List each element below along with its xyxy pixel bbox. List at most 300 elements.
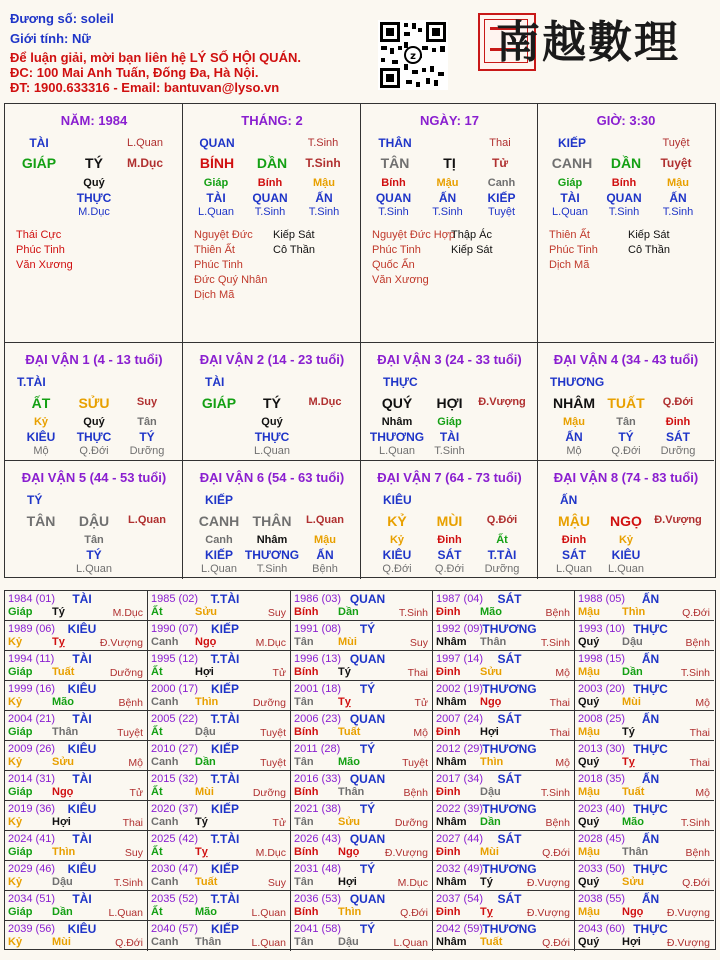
year-cell[interactable] [575, 621, 714, 651]
dai-van-4[interactable] [538, 343, 714, 461]
dv-hidden-stem: Kỷ [33, 416, 49, 428]
pillar-title: NGÀY: 17 [420, 113, 479, 128]
year-cell[interactable] [148, 591, 291, 621]
year-god: TÀI [72, 712, 92, 726]
year-label: 1989 (06) [8, 623, 56, 635]
year-cell[interactable] [575, 921, 714, 951]
year-cell[interactable] [148, 711, 291, 741]
year-label: 2034 (51) [8, 893, 56, 905]
dai-van-stem: MẬU [558, 513, 590, 529]
year-label: 2013 (30) [578, 743, 626, 755]
pillar-branch: DẦN [610, 155, 642, 171]
year-cell[interactable] [148, 831, 291, 861]
year-label: 2000 (17) [151, 683, 199, 695]
year-stem: Canh [151, 936, 179, 948]
year-stem: Tân [294, 696, 314, 708]
hidden-phase: L.Quan [551, 206, 589, 218]
year-god: KIÊU [67, 802, 97, 816]
year-branch: Thân [622, 846, 649, 858]
hidden-phase: T.Sinh [432, 206, 463, 218]
dai-van-5[interactable] [5, 461, 183, 579]
year-cell[interactable] [5, 591, 148, 621]
year-branch: Thìn [52, 846, 76, 858]
year-cell[interactable] [433, 831, 575, 861]
year-phase: Tuyệt [260, 727, 286, 739]
year-label: 1984 (01) [8, 593, 56, 605]
hidden-phase: T.Sinh [254, 206, 286, 218]
year-cell[interactable] [291, 801, 433, 831]
year-branch: Mão [480, 606, 502, 618]
hidden-phase: T.Sinh [378, 206, 409, 218]
year-cell[interactable] [291, 891, 433, 921]
year-label: 2009 (26) [8, 743, 56, 755]
year-god: THƯƠNG [482, 922, 537, 936]
year-cell[interactable] [5, 771, 148, 801]
year-label: 2007 (24) [436, 713, 484, 725]
year-god: T.TÀI [210, 772, 240, 786]
year-branch: Ngọ [622, 906, 644, 918]
year-cell[interactable] [148, 891, 291, 921]
year-branch: Tý [480, 876, 493, 888]
hidden-phase: M.Dục [78, 206, 110, 218]
year-cell[interactable] [148, 861, 291, 891]
year-stem: Nhâm [436, 936, 467, 948]
year-label: 2041 (58) [294, 923, 342, 935]
year-stem: Bính [294, 606, 319, 618]
year-cell[interactable] [433, 681, 575, 711]
year-label: 2021 (38) [294, 803, 342, 815]
year-cell[interactable] [5, 651, 148, 681]
year-branch: Tý [52, 606, 65, 618]
year-cell[interactable] [291, 831, 433, 861]
year-god: THƯƠNG [482, 622, 537, 636]
year-branch: Dậu [338, 936, 359, 948]
year-label: 1994 (11) [8, 653, 55, 665]
year-stem: Bính [294, 846, 319, 858]
year-stem: Giáp [8, 666, 33, 678]
year-god: THỰC [633, 742, 668, 756]
year-label: 1996 (13) [294, 653, 342, 665]
year-cell[interactable] [575, 681, 714, 711]
year-branch: Thìn [480, 756, 504, 768]
dv-hidden-god: TÀI [439, 430, 460, 444]
year-cell[interactable] [575, 711, 714, 741]
pillars-table [4, 103, 716, 578]
shensha-right: Cô Thần [273, 244, 315, 256]
dv-hidden-stem: Mậu [314, 534, 336, 546]
dv-hidden-stem: Nhâm [381, 416, 413, 428]
pillar-branch-phase: M.Dục [127, 156, 163, 170]
year-god: THƯƠNG [482, 742, 537, 756]
year-cell[interactable] [148, 741, 291, 771]
shensha-right: Cô Thần [628, 244, 670, 256]
year-label: 2022 (39) [436, 803, 484, 815]
qr-code-icon[interactable] [378, 20, 448, 90]
year-god: KIÊU [67, 622, 97, 636]
year-god: TÝ [359, 922, 376, 936]
year-phase: Q.Đới [542, 937, 570, 949]
shensha-left: Văn Xương [372, 274, 429, 286]
year-stem: Canh [151, 816, 179, 828]
hidden-god: ẤN [669, 191, 687, 205]
year-cell[interactable] [291, 711, 433, 741]
pillar-stem-phase: T.Sinh [307, 137, 339, 149]
year-stem: Nhâm [436, 816, 467, 828]
year-phase: T.Sinh [540, 787, 570, 799]
year-god: TÝ [359, 682, 376, 696]
shensha-right: Kiếp Sát [273, 229, 315, 241]
year-label: 2033 (50) [578, 863, 626, 875]
year-cell[interactable] [575, 591, 714, 621]
dv-hidden-phase: Mộ [566, 445, 582, 457]
year-cell[interactable] [5, 621, 148, 651]
year-cell[interactable] [5, 891, 148, 921]
year-cell[interactable] [291, 741, 433, 771]
shensha-right: Thập Ác [451, 229, 492, 241]
dv-hidden-stem: Mậu [563, 416, 585, 428]
year-god: ẤN [641, 592, 660, 606]
hidden-god: KIẾP [487, 191, 516, 205]
year-stem: Tân [294, 756, 314, 768]
year-god: T.TÀI [210, 832, 240, 846]
year-phase: Dưỡng [394, 817, 428, 829]
year-stem: Mậu [578, 666, 600, 678]
year-phase: Tử [272, 817, 286, 829]
year-god: ẤN [641, 832, 660, 846]
year-cell[interactable] [433, 621, 575, 651]
year-cell[interactable] [433, 921, 575, 951]
year-phase: M.Dục [112, 607, 143, 619]
shensha-left: Thái Cực [16, 229, 62, 241]
dai-van-title: ĐẠI VẬN 6 (54 - 63 tuổi) [199, 470, 345, 485]
year-god: KIÊU [67, 862, 97, 876]
year-branch: Tý [338, 666, 351, 678]
year-cell[interactable] [575, 651, 714, 681]
year-cell[interactable] [148, 771, 291, 801]
year-label: 2039 (56) [8, 923, 56, 935]
year-branch: Mão [52, 696, 74, 708]
dv-hidden-stem: Kỷ [618, 534, 634, 546]
year-branch: Mão [338, 756, 360, 768]
year-stem: Giáp [8, 906, 33, 918]
year-phase: L.Quan [251, 937, 286, 949]
year-cell[interactable] [433, 741, 575, 771]
year-stem: Đinh [436, 606, 461, 618]
year-god: SÁT [497, 772, 522, 786]
dv-hidden-phase: Q.Đới [434, 563, 465, 575]
shensha-right: Kiếp Sát [628, 229, 670, 241]
hidden-god: QUAN [375, 191, 412, 205]
year-cell[interactable] [5, 681, 148, 711]
year-branch: Thân [195, 936, 222, 948]
year-phase: T.Sinh [398, 607, 428, 619]
year-phase: Suy [409, 637, 428, 649]
natal-pillar-3 [361, 104, 538, 343]
year-cell[interactable] [5, 711, 148, 741]
dv-hidden-stem: Quý [83, 416, 105, 428]
year-stem: Ất [151, 726, 163, 738]
year-stem: Giáp [8, 726, 33, 738]
year-stem: Quý [578, 816, 600, 828]
dai-van-8[interactable] [538, 461, 714, 579]
year-stem: Kỷ [8, 636, 23, 648]
year-god: ẤN [641, 712, 660, 726]
year-phase: T.Sinh [680, 667, 710, 679]
year-label: 2004 (21) [8, 713, 56, 725]
year-stem: Quý [578, 756, 600, 768]
pillar-branch: TÝ [85, 155, 103, 171]
year-stem: Đinh [436, 666, 461, 678]
year-label: 2028 (45) [578, 833, 626, 845]
year-god: THỰC [633, 802, 668, 816]
hidden-god: QUAN [252, 191, 288, 205]
year-label: 2043 (60) [578, 923, 626, 935]
year-cell[interactable] [148, 621, 291, 651]
dv-hidden-god: KIÊU [26, 430, 56, 444]
year-cell[interactable] [291, 621, 433, 651]
year-label: 1985 (02) [151, 593, 199, 605]
hidden-god: TÀI [560, 191, 580, 205]
year-cell[interactable] [575, 801, 714, 831]
hidden-stem: Quý [83, 177, 105, 189]
year-stem: Kỷ [8, 816, 23, 828]
dv-hidden-stem: Tân [84, 534, 104, 546]
dv-hidden-phase: L.Quan [378, 445, 416, 457]
year-stem: Nhâm [436, 756, 467, 768]
year-god: THỰC [633, 682, 668, 696]
pillar-stem: BÍNH [199, 155, 235, 171]
year-label: 2005 (22) [151, 713, 199, 725]
year-cell[interactable] [575, 771, 714, 801]
phone-email-line[interactable]: ĐT: 1900.633316 - Email: bantuvan@lyso.vn [10, 80, 280, 95]
year-cell[interactable] [5, 861, 148, 891]
year-phase: Thai [549, 697, 570, 709]
year-label: 2006 (23) [294, 713, 342, 725]
year-branch: Tỵ [622, 756, 635, 768]
gender: Giới tính: Nữ [10, 31, 91, 46]
shensha-left: Nguyệt Đức Hợp [372, 229, 456, 241]
year-label: 2038 (55) [578, 893, 626, 905]
year-phase: Mộ [555, 667, 570, 679]
year-god: KIẾP [210, 622, 239, 636]
dai-van-7[interactable] [361, 461, 538, 579]
year-phase: Tuyệt [402, 757, 428, 769]
year-phase: T.Sinh [113, 877, 143, 889]
year-stem: Giáp [8, 786, 33, 798]
shensha-left: Phúc Tinh [16, 244, 65, 256]
dai-van-stem: NHÂM [553, 395, 595, 411]
pillar-stem-god: THÂN [378, 136, 412, 150]
year-phase: Đ.Vượng [384, 847, 428, 859]
dv-hidden-phase: T.Sinh [256, 563, 288, 575]
shensha-left: Phúc Tinh [549, 244, 598, 256]
year-god: T.TÀI [210, 592, 240, 606]
hidden-god: ẤN [315, 191, 333, 205]
hidden-phase: T.Sinh [662, 206, 694, 218]
shensha-left: Văn Xương [16, 259, 73, 271]
year-label: 1995 (12) [151, 653, 199, 665]
year-cell[interactable] [575, 891, 714, 921]
dai-van-stem: ẤT [31, 395, 51, 411]
year-stem: Nhâm [436, 636, 467, 648]
dai-van-1[interactable] [5, 343, 183, 461]
shensha-left: Dịch Mã [194, 289, 235, 301]
year-cell[interactable] [291, 681, 433, 711]
year-phase: Suy [267, 877, 286, 889]
dai-van-god: THỰC [383, 375, 418, 389]
year-cell[interactable] [291, 591, 433, 621]
year-cell[interactable] [291, 771, 433, 801]
year-cell[interactable] [433, 861, 575, 891]
year-stem: Đinh [436, 906, 461, 918]
dv-hidden-phase: Mộ [33, 445, 49, 457]
dv-hidden-phase: L.Quan [75, 563, 113, 575]
year-phase: Đ.Vượng [666, 907, 710, 919]
dv-hidden-stem: Tân [137, 416, 157, 428]
year-stem: Nhâm [436, 696, 467, 708]
year-god: TÀI [72, 592, 92, 606]
year-branch: Tuất [622, 786, 645, 798]
dai-van-title: ĐẠI VẬN 1 (4 - 13 tuổi) [25, 352, 163, 367]
dv-hidden-god: TÝ [86, 548, 102, 562]
year-cell[interactable] [291, 861, 433, 891]
dai-van-god: T.TÀI [17, 375, 46, 389]
year-phase: Thai [689, 727, 710, 739]
year-stem: Tân [294, 936, 314, 948]
dai-van-stem: GIÁP [201, 395, 237, 411]
dai-van-6[interactable] [183, 461, 361, 579]
year-god: TÀI [72, 772, 92, 786]
shensha-left: Phúc Tinh [372, 244, 421, 256]
year-label: 2014 (31) [8, 773, 56, 785]
year-cell[interactable] [291, 921, 433, 951]
year-god: TÝ [359, 802, 376, 816]
year-god: SÁT [497, 592, 522, 606]
dai-van-god: TÝ [27, 493, 43, 507]
dai-van-god: ẤN [560, 493, 578, 507]
year-cell[interactable] [5, 741, 148, 771]
year-phase: Bệnh [685, 637, 710, 649]
year-cell[interactable] [433, 771, 575, 801]
year-branch: Sửu [480, 666, 503, 678]
year-cell[interactable] [433, 651, 575, 681]
year-cell[interactable] [148, 801, 291, 831]
year-stem: Mậu [578, 846, 600, 858]
year-cell[interactable] [148, 681, 291, 711]
dai-van-3[interactable] [361, 343, 538, 461]
year-branch: Tuất [338, 726, 361, 738]
year-cell[interactable] [433, 711, 575, 741]
dv-hidden-god: TÝ [618, 430, 634, 444]
year-branch: Hợi [338, 876, 357, 888]
year-god: THỰC [633, 922, 668, 936]
dv-hidden-phase: Q.Đới [382, 563, 412, 575]
dai-van-title: ĐẠI VẬN 7 (64 - 73 tuổi) [377, 470, 522, 485]
year-branch: Tuất [195, 876, 218, 888]
year-label: 1992 (09) [436, 623, 484, 635]
year-cell[interactable] [433, 591, 575, 621]
dai-van-branch: THÂN [252, 513, 292, 529]
year-branch: Hợi [195, 666, 214, 678]
year-god: TÀI [72, 892, 92, 906]
year-label: 2037 (54) [436, 893, 484, 905]
year-branch: Mùi [195, 786, 214, 798]
year-stem: Đinh [436, 726, 461, 738]
year-branch: Dần [52, 906, 73, 918]
year-branch: Sửu [622, 876, 645, 888]
year-branch: Mùi [480, 846, 499, 858]
year-stem: Mậu [578, 606, 600, 618]
year-cell[interactable] [433, 891, 575, 921]
year-cell[interactable] [575, 831, 714, 861]
year-phase: Dưỡng [109, 667, 143, 679]
dv-hidden-phase: Q.Đới [79, 445, 109, 457]
year-cell[interactable] [433, 801, 575, 831]
year-label: 2020 (37) [151, 803, 199, 815]
year-cell[interactable] [5, 801, 148, 831]
year-phase: Bệnh [685, 847, 710, 859]
year-cell[interactable] [575, 861, 714, 891]
year-stem: Quý [578, 876, 600, 888]
year-stem: Canh [151, 756, 179, 768]
year-cell[interactable] [5, 831, 148, 861]
year-label: 2040 (57) [151, 923, 199, 935]
year-stem: Mậu [578, 906, 600, 918]
year-branch: Dậu [52, 876, 73, 888]
hidden-stem: Canh [487, 177, 516, 189]
year-branch: Ngọ [52, 786, 74, 798]
dv-hidden-phase: Dưỡng [484, 563, 520, 575]
hidden-stem: Giáp [203, 177, 229, 189]
year-label: 2001 (18) [294, 683, 342, 695]
year-god: SÁT [497, 892, 522, 906]
year-god: KIÊU [67, 742, 97, 756]
year-cell[interactable] [148, 651, 291, 681]
year-phase: Bệnh [403, 787, 428, 799]
year-cell[interactable] [291, 651, 433, 681]
year-label: 1993 (10) [578, 623, 626, 635]
shensha-left: Thiên Ất [194, 244, 235, 256]
year-phase: M.Dục [397, 877, 428, 889]
year-branch: Sửu [52, 756, 75, 768]
year-god: KIẾP [210, 862, 239, 876]
year-label: 1998 (15) [578, 653, 626, 665]
year-stem: Nhâm [436, 876, 467, 888]
owner-name: Đương số: soleil [10, 11, 114, 26]
dai-van-stem: TÂN [26, 513, 56, 529]
year-cell[interactable] [5, 921, 148, 951]
year-stem: Ất [151, 666, 163, 678]
natal-pillar-4 [538, 104, 714, 343]
year-branch: Hợi [622, 936, 641, 948]
year-phase: Q.Đới [400, 907, 428, 919]
dv-hidden-god: T.TÀI [487, 548, 517, 562]
pillar-stem-god: QUAN [199, 136, 235, 150]
year-phase: Mộ [128, 757, 143, 769]
dai-van-2[interactable] [183, 343, 361, 461]
year-phase: T.Sinh [680, 817, 710, 829]
year-cell[interactable] [148, 921, 291, 951]
year-label: 1986 (03) [294, 593, 342, 605]
year-branch: Hợi [52, 816, 71, 828]
year-cell[interactable] [575, 741, 714, 771]
dv-hidden-stem: Đinh [665, 416, 691, 428]
year-phase: Tuyệt [117, 727, 143, 739]
natal-pillar-2 [183, 104, 361, 343]
dv-hidden-god: THƯƠNG [369, 430, 425, 444]
dv-hidden-stem: Đinh [561, 534, 587, 546]
year-label: 2016 (33) [294, 773, 342, 785]
